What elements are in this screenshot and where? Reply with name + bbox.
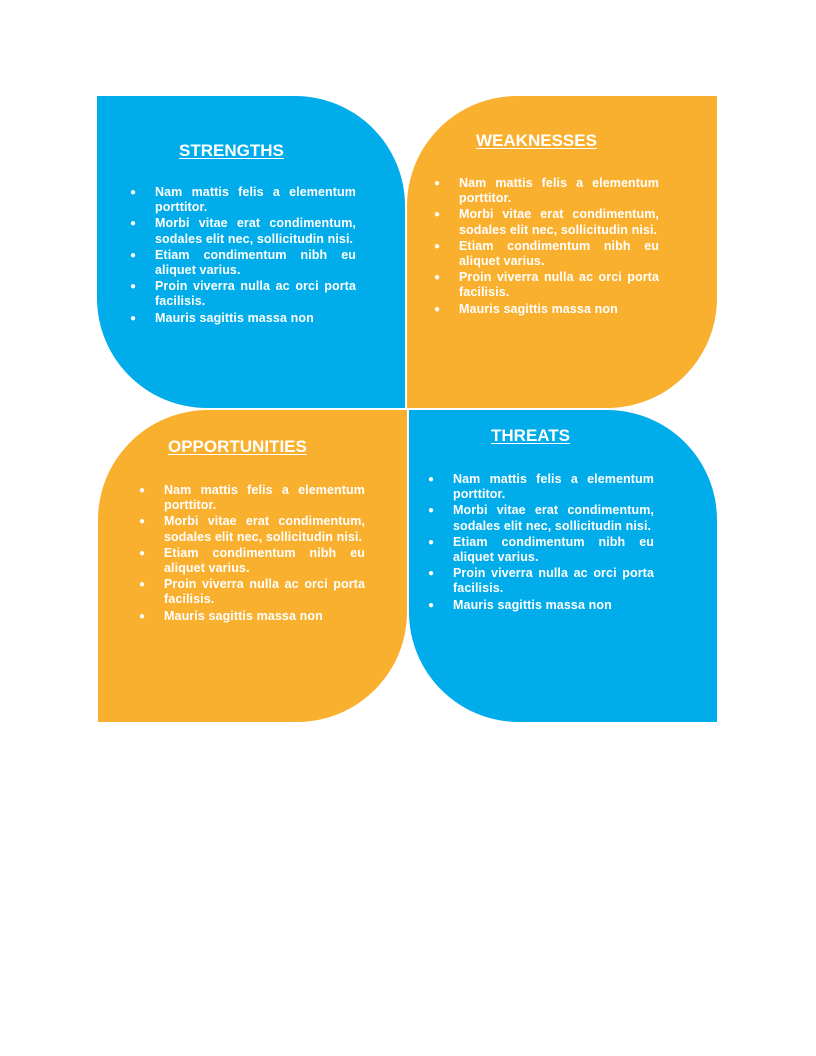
list-item: ● Proin viverra nulla ac orci porta facilisis. (139, 577, 365, 607)
bullet-dot-icon: ● (139, 610, 146, 622)
list-item: ● Etiam condimentum nibh eu aliquet varius. (130, 247, 356, 278)
opportunities-list (136, 483, 365, 624)
list-item: ● Proin viverra nulla ac orci porta facilisis. (428, 566, 654, 596)
list-item: ● Morbi vitae erat condimentum, sodales elit nec, sollicitudin nisi. (428, 503, 654, 533)
list-item: ● Mauris sagittis massa non (434, 301, 618, 316)
bullet-dot-icon: ● (434, 178, 441, 189)
list-item: ● Etiam condimentum nibh eu aliquet varius. (434, 238, 659, 269)
list-item: ● Etiam condimentum nibh eu aliquet varius. (139, 545, 365, 576)
strengths-text-box (127, 185, 356, 330)
strengths-list (127, 185, 356, 326)
opportunities-quadrant (98, 410, 407, 722)
weaknesses-title: WEAKNESSES (476, 131, 597, 150)
bullet-dot-icon: ● (434, 209, 441, 221)
list-item: ● Nam mattis felis a elementum porttitor. (428, 472, 654, 502)
opportunities-text-box (136, 483, 365, 628)
bullet-dot-icon: ● (434, 272, 441, 284)
bullet-dot-icon: ● (139, 485, 146, 496)
opportunities-title: OPPORTUNITIES (168, 437, 307, 456)
bullet-dot-icon: ● (139, 579, 146, 591)
list-item: ● Morbi vitae erat condimentum, sodales elit nec, sollicitudin nisi. (139, 514, 365, 544)
threats-quadrant (409, 410, 717, 722)
threats-text-box (425, 472, 654, 618)
threats-title: THREATS (491, 426, 571, 445)
list-item: ● Nam mattis felis a elementum porttitor. (434, 176, 659, 206)
bullet-dot-icon: ● (428, 474, 435, 485)
bullet-dot-icon: ● (130, 312, 137, 324)
list-item: ● Morbi vitae erat condimentum, sodales elit nec, sollicitudin nisi. (434, 207, 659, 237)
bullet-dot-icon: ● (434, 303, 441, 315)
bullet-dot-icon: ● (139, 516, 146, 528)
list-item: ● Nam mattis felis a elementum porttitor. (130, 185, 356, 215)
bullet-dot-icon: ● (428, 505, 435, 517)
strengths-title: STRENGTHS (179, 141, 284, 160)
list-item: ● Mauris sagittis massa non (130, 310, 314, 325)
bullet-dot-icon: ● (428, 599, 435, 611)
bullet-dot-icon: ● (130, 187, 137, 198)
list-item: ● Proin viverra nulla ac orci porta facilisis. (434, 270, 659, 300)
weaknesses-text-box (431, 176, 659, 324)
bullet-dot-icon: ● (130, 249, 137, 261)
strengths-quadrant (97, 96, 405, 408)
bullet-dot-icon: ● (434, 240, 441, 252)
list-item: ● Morbi vitae erat condimentum, sodales elit nec, sollicitudin nisi. (130, 216, 356, 246)
list-item: ● Etiam condimentum nibh eu aliquet varius. (428, 534, 654, 565)
weaknesses-quadrant (407, 96, 717, 408)
list-item: ● Nam mattis felis a elementum porttitor. (139, 483, 365, 513)
list-item: ● Proin viverra nulla ac orci porta facilisis. (130, 279, 356, 309)
bullet-dot-icon: ● (139, 547, 146, 559)
list-item: ● Mauris sagittis massa non (428, 597, 612, 612)
bullet-dot-icon: ● (130, 281, 137, 293)
bullet-dot-icon: ● (130, 218, 137, 230)
weaknesses-list (431, 176, 659, 317)
bullet-dot-icon: ● (428, 568, 435, 580)
threats-list (425, 472, 654, 613)
bullet-dot-icon: ● (428, 536, 435, 548)
list-item: ● Mauris sagittis massa non (139, 608, 323, 623)
